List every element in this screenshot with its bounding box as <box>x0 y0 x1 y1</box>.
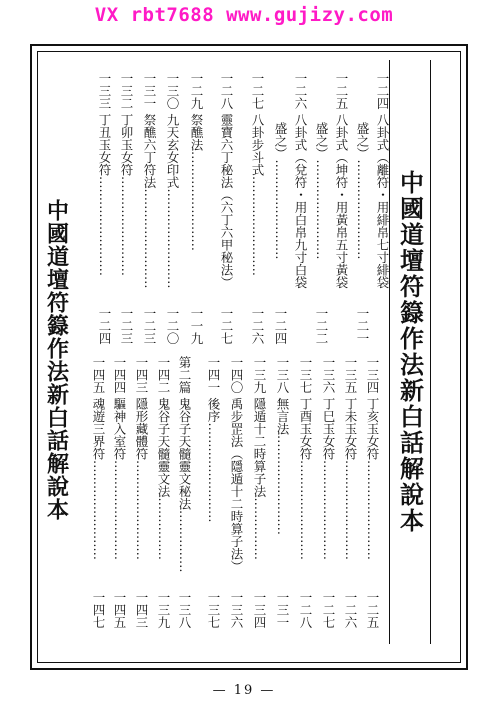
toc-entry-page: 一二四 <box>97 306 112 344</box>
toc-entry-title: 一二七 八卦步斗式…………………… <box>250 72 265 276</box>
toc-entry <box>216 72 236 344</box>
toc-entry-title: 一三四 丁亥玉女符…………………… <box>365 356 380 560</box>
toc-entry <box>162 72 182 344</box>
toc-entry <box>94 72 114 344</box>
toc-entry <box>153 356 173 628</box>
toc-entry-title: 一四五 魂遊三界符…………………… <box>91 356 106 560</box>
toc-entry-title: 一二五 八卦式（坤符・用黃帛五寸黃袋 <box>334 72 349 289</box>
toc-entry-title: 一三〇 九天玄女印式…………………… <box>165 72 180 289</box>
toc-entry-page: 一二五 <box>365 590 380 628</box>
watermark-text: VX rbt7688 www.gujizy.com <box>94 4 394 26</box>
toc-entry-page: 一二一 <box>355 306 370 344</box>
toc-entry <box>318 356 338 628</box>
toc-entry <box>340 356 360 628</box>
toc-entry-title: 一三八 無言法…………………… <box>275 356 290 535</box>
toc-entry-page: 一三八 <box>177 590 192 628</box>
toc-entry-title: 一四一 後序…………………… <box>206 356 221 523</box>
toc-entry-page: 一二四 <box>273 306 288 344</box>
toc-entry-page: 一二六 <box>250 306 265 344</box>
toc-entry-title: 一三七 丁酉玉女符…………………… <box>298 356 313 560</box>
toc-entry-page: 一二六 <box>343 590 358 628</box>
toc-entry <box>203 356 223 628</box>
toc-entry <box>290 72 310 344</box>
toc-entry <box>174 356 194 628</box>
toc-entry <box>362 356 382 628</box>
page-number: — 19 — <box>212 683 276 698</box>
toc-entry-page: 一二七 <box>321 590 336 628</box>
toc-entry <box>272 356 292 628</box>
toc-entry <box>226 356 246 628</box>
toc-entry-page: 一二八 <box>298 590 313 628</box>
toc-entry <box>131 356 151 628</box>
toc-entry-title: 一四二 鬼谷子天髓靈文法…………… <box>156 356 171 560</box>
toc-entry-title: 一四四 驅神入室符…………………… <box>112 356 127 560</box>
toc-entry-page: 一二三 <box>119 306 134 344</box>
toc-entry <box>352 72 372 344</box>
toc-entry-page: 一一九 <box>189 306 204 344</box>
toc-entry-title: 一二六 八卦式（兌符・用白帛九寸白袋 <box>293 72 308 289</box>
toc-entry-title: 第二篇 鬼谷子天髓靈文秘法…………… <box>177 356 192 573</box>
book-title-right: 中國道壇符籙作法新白話解說本 <box>389 60 431 644</box>
toc-entry <box>372 72 392 344</box>
toc-entry-title: 盛之）…………………… <box>314 72 329 260</box>
toc-entry-page: 一四五 <box>112 590 127 628</box>
toc-entry-title: 一四〇 禹步罡法（隱遁十二時算子法） <box>229 356 244 573</box>
toc-entry-page: 一二七 <box>219 306 234 344</box>
toc-entry-page: 一二〇 <box>165 306 180 344</box>
toc-entry <box>295 356 315 628</box>
book-title-left: 中國道壇符籙作法新白話解說本 <box>43 199 70 521</box>
toc-entry-page: 一三九 <box>156 590 171 628</box>
toc-entry-title: 盛之）…………………… <box>273 72 288 260</box>
toc-entry-title: 一二八 靈寶六丁秘法（六丁六甲秘法） <box>219 72 234 289</box>
toc-entry <box>109 356 129 628</box>
toc-entry <box>270 72 290 344</box>
toc-entry-title: 一二四 八卦式（離符・用緋帛七寸緋袋 <box>375 72 390 289</box>
toc-entry-title: 一三六 丁巳玉女符…………………… <box>321 356 336 560</box>
toc-entry <box>331 72 351 344</box>
toc-entry-page: 一三一 <box>275 590 290 628</box>
toc-entry-title: 一三一 祭醮六丁符法…………………… <box>142 72 157 289</box>
toc-entry <box>116 72 136 344</box>
toc-entry-title: 一三三 丁丑玉女符…………………… <box>97 72 112 276</box>
toc-entry-title: 一二九 祭醮法…………………… <box>189 72 204 251</box>
toc-entry <box>249 356 269 628</box>
toc-entry-page: 一二三 <box>142 306 157 344</box>
toc-entry-page: 一三六 <box>229 590 244 628</box>
toc-entry-title: 盛之）…………………… <box>355 72 370 260</box>
toc-entry <box>186 72 206 344</box>
toc-entry-title: 一三二 丁卯玉女符…………………… <box>119 72 134 276</box>
toc-entry-page: 一三七 <box>206 590 221 628</box>
toc-entry <box>311 72 331 344</box>
toc-entry-title: 一三五 丁未玉女符…………………… <box>343 356 358 560</box>
toc-entry-page: 一四三 <box>134 590 149 628</box>
toc-entry <box>88 356 108 628</box>
toc-entry <box>247 72 267 344</box>
toc-entry-page: 一三四 <box>252 590 267 628</box>
toc-entry-title: 一三九 隱遁十二時算子法…………… <box>252 356 267 560</box>
toc-entry-title: 一四三 隱形藏體符…………………… <box>134 356 149 560</box>
toc-entry-page: 一四七 <box>91 590 106 628</box>
toc-entry <box>139 72 159 344</box>
toc-entry-page: 一二二 <box>314 306 329 344</box>
